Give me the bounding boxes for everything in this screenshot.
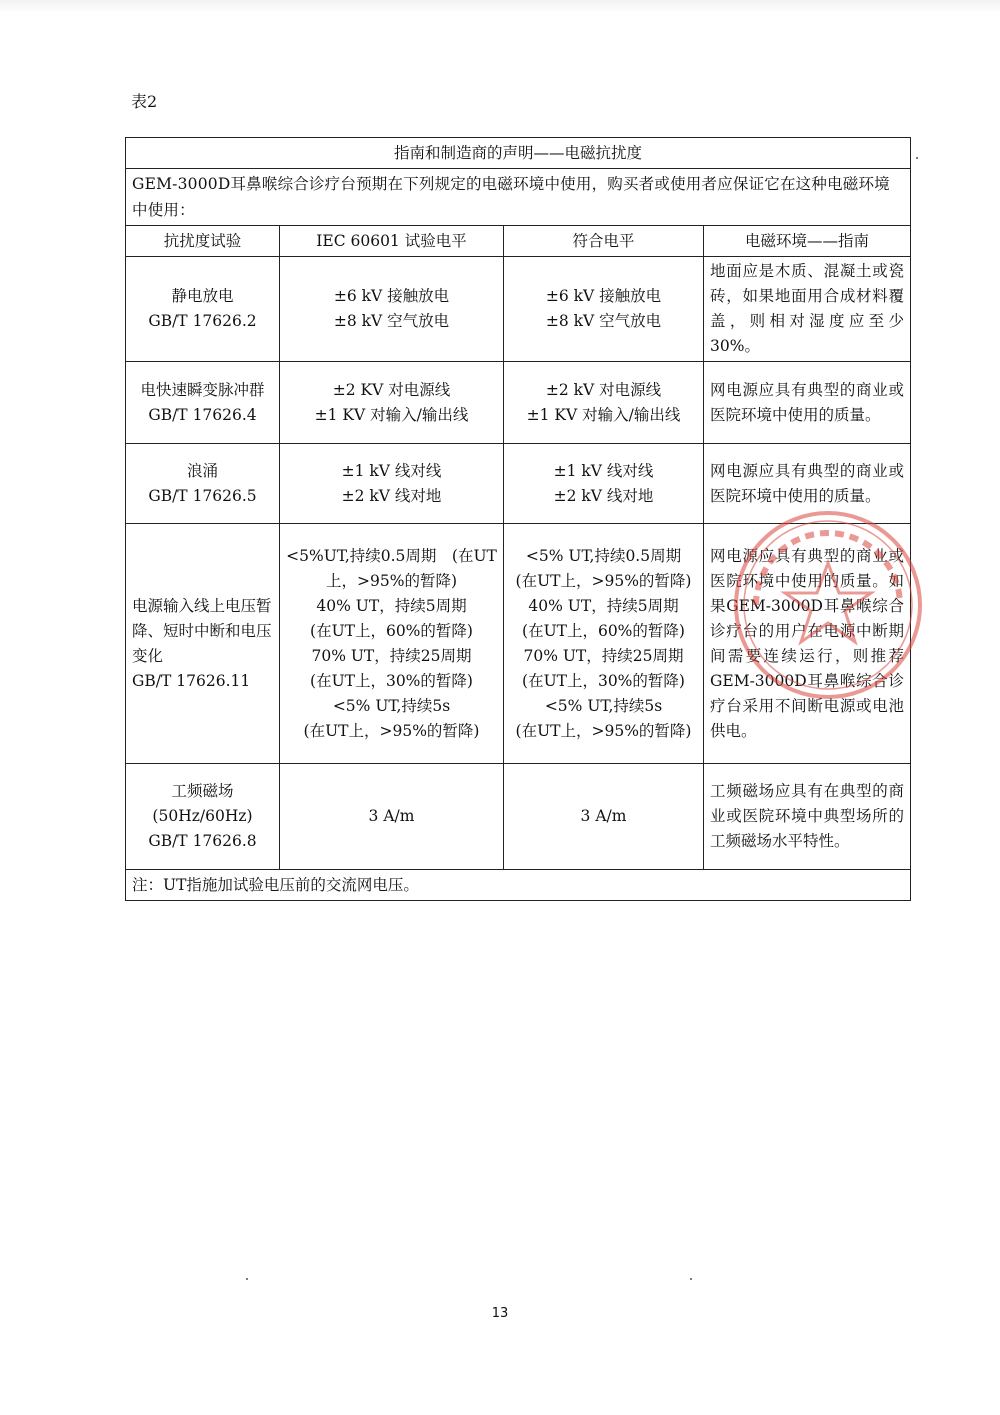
- cell-line: GB/T 17626.5: [148, 486, 257, 505]
- cell-guidance: 地面应是木质、混凝土或瓷砖，如果地面用合成材料覆盖，则相对湿度应至少30%。: [704, 257, 911, 362]
- cell-line: (在UT上，60%的暂降): [522, 621, 685, 640]
- cell-line: (在UT上，60%的暂降): [310, 621, 473, 640]
- table-intro: GEM-3000D耳鼻喉综合诊疗台预期在下列规定的电磁环境中使用，购买者或使用者应保证它在这种电磁环境中使用：: [126, 169, 911, 226]
- table-row: [126, 362, 911, 444]
- cell-line: GB/T 17626.4: [148, 405, 257, 424]
- cell-line: (在UT上，>95%的暂降): [515, 571, 692, 590]
- cell-line: GB/T 17626.8: [148, 832, 257, 850]
- cell-line: 40% UT，持续5周期: [316, 596, 467, 615]
- cell-line: <5% UT,持续0.5周期: [525, 546, 682, 565]
- cell-line: ±6 kV 接触放电: [545, 287, 662, 305]
- table-row: [126, 257, 911, 362]
- header-guidance: 电磁环境——指南: [704, 226, 911, 257]
- cell-test: [126, 257, 280, 362]
- cell-line: ±1 kV 线对线: [553, 461, 654, 480]
- cell-iec-level: [280, 764, 504, 870]
- cell-test: [126, 444, 280, 524]
- cell-line: 静电放电: [171, 287, 234, 305]
- page-number: 13: [491, 1306, 509, 1321]
- cell-line: 3 A/m: [580, 807, 627, 825]
- cell-line: 70% UT，持续25周期: [523, 646, 684, 665]
- cell-compliance: [504, 524, 704, 764]
- cell-iec-level: [280, 524, 504, 764]
- table-note: 注：UT指施加试验电压前的交流网电压。: [126, 870, 911, 901]
- cell-line: <5% UT,持续5s: [544, 696, 663, 715]
- cell-line: ±8 kV 空气放电: [545, 312, 662, 330]
- cell-iec-level: [280, 257, 504, 362]
- table-caption: 表2: [131, 92, 158, 111]
- table-row: [126, 764, 911, 870]
- cell-compliance: [504, 257, 704, 362]
- cell-line: 3 A/m: [368, 807, 415, 825]
- cell-line: (在UT上，30%的暂降): [522, 671, 685, 690]
- scan-speck: [690, 1278, 692, 1280]
- cell-line: ±2 kV 线对地: [341, 486, 442, 505]
- scan-speck: [246, 1278, 248, 1280]
- cell-line: GB/T 17626.2: [148, 312, 257, 330]
- cell-line: 电源输入线上电压暂降、短时中断和电压变化: [132, 596, 272, 665]
- cell-guidance: 工频磁场应具有在典型的商业或医院环境中典型场所的工频磁场水平特性。: [704, 764, 911, 870]
- table-title: 指南和制造商的声明——电磁抗扰度: [126, 138, 911, 169]
- cell-line: (在UT上，>95%的暂降): [515, 721, 692, 740]
- cell-guidance: 网电源应具有典型的商业或医院环境中使用的质量。如果GEM-3000D耳鼻喉综合诊疗台的用户在电源中断期间需要连续运行，则推荐GEM-3000D耳鼻喉综合诊疗台采用不间断电源或电池供电。: [704, 524, 911, 764]
- cell-line: ±1 KV 对输入/输出线: [526, 405, 681, 424]
- header-iec-level: IEC 60601 试验电平: [280, 226, 504, 257]
- cell-line: ±1 kV 线对线: [341, 461, 442, 480]
- emc-immunity-table: [125, 137, 911, 901]
- scan-speck: [916, 157, 918, 159]
- cell-line: ±1 KV 对输入/输出线: [314, 405, 469, 424]
- cell-test: [126, 524, 280, 764]
- cell-test: [126, 764, 280, 870]
- cell-line: GB/T 17626.11: [132, 671, 251, 690]
- cell-line: (50Hz/60Hz): [152, 807, 253, 825]
- scan-edge: [0, 0, 1000, 14]
- cell-line: (在UT上，30%的暂降): [310, 671, 473, 690]
- cell-compliance: [504, 362, 704, 444]
- header-test: 抗扰度试验: [126, 226, 280, 257]
- cell-line: 工频磁场: [171, 782, 234, 800]
- cell-line: ±2 kV 线对地: [553, 486, 654, 505]
- cell-test: [126, 362, 280, 444]
- cell-line: 70% UT，持续25周期: [311, 646, 472, 665]
- cell-iec-level: [280, 444, 504, 524]
- cell-line: ±8 kV 空气放电: [333, 312, 450, 330]
- cell-line: <5%UT,持续0.5周期 (在UT上，>95%的暂降): [286, 546, 497, 590]
- cell-line: <5% UT,持续5s: [332, 696, 451, 715]
- cell-line: ±2 kV 对电源线: [545, 380, 662, 399]
- cell-line: 40% UT，持续5周期: [528, 596, 679, 615]
- cell-line: (在UT上，>95%的暂降): [303, 721, 480, 740]
- cell-compliance: [504, 444, 704, 524]
- header-compliance: 符合电平: [504, 226, 704, 257]
- cell-line: 电快速瞬变脉冲群: [140, 380, 265, 399]
- cell-guidance: 网电源应具有典型的商业或医院环境中使用的质量。: [704, 362, 911, 444]
- cell-line: ±2 KV 对电源线: [332, 380, 451, 399]
- cell-line: ±6 kV 接触放电: [333, 287, 450, 305]
- cell-iec-level: [280, 362, 504, 444]
- cell-compliance: [504, 764, 704, 870]
- table-row: [126, 444, 911, 524]
- cell-line: 浪涌: [186, 461, 218, 480]
- table-row: [126, 524, 911, 764]
- cell-guidance: 网电源应具有典型的商业或医院环境中使用的质量。: [704, 444, 911, 524]
